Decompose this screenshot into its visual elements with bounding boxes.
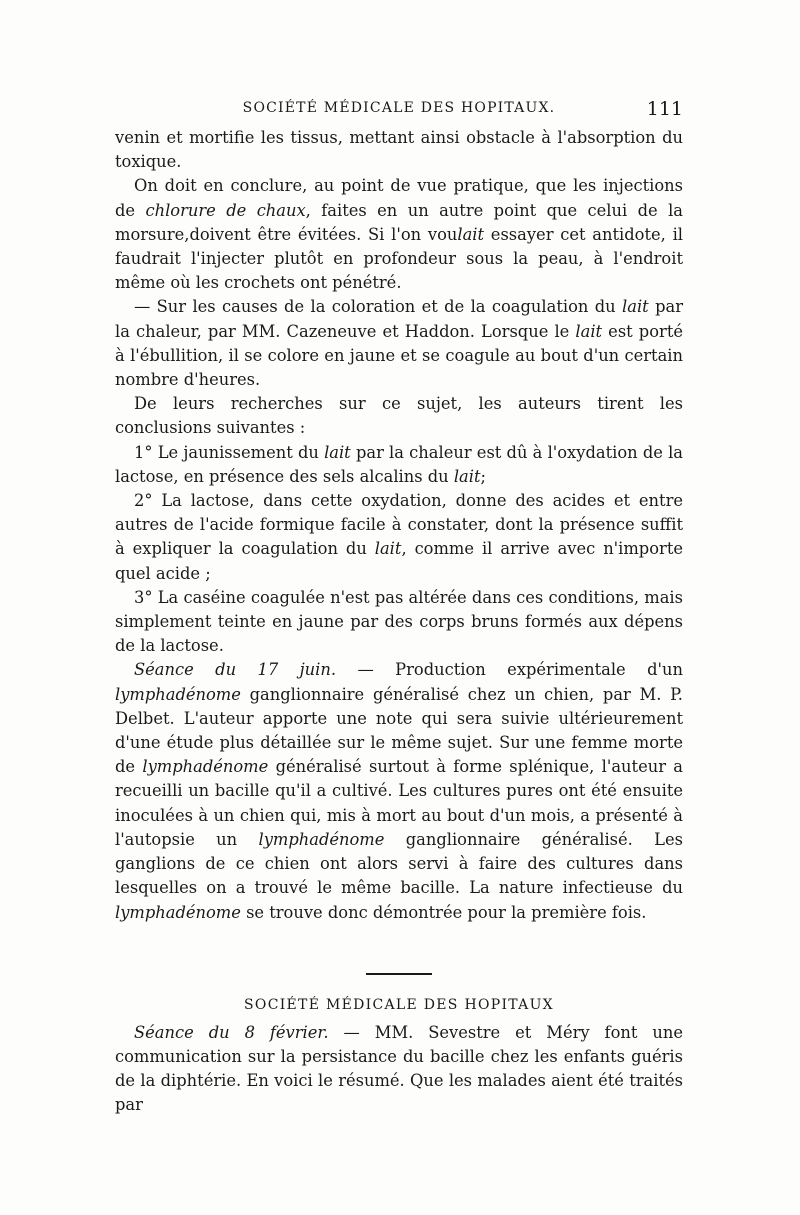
paragraph-milk-coloration: — Sur les causes de la coloration et de la coagulation du lait par la chaleur, par MM. Cazeneuve et Haddon. Lorsque le lait est porté à l'ébullition, il se colore en jaune et se coagule au bout d'un certain nombre d'heures. [115, 297, 683, 390]
section-divider [366, 973, 432, 975]
paragraph-conclusion: On doit en conclure, au point de vue pratique, que les injections de chlorure de chaux, faites en un autre point que celui de la morsure,doivent être évitées. Si l'on voulait essayer cet antidote, il faudrait l'injecter plutôt en profondeur sous la peau, à l'endroit même où les crochets ont pénétré. [115, 176, 683, 293]
paragraph-seance-8-fevrier: Séance du 8 février. — MM. Sevestre et Méry font une communication sur la persistance du bacille chez les enfants guéris de la diphtérie. En voici le résumé. Que les malades aient été traités par [115, 1022, 683, 1115]
running-head [115, 98, 683, 126]
section-heading: SOCIÉTÉ MÉDICALE DES HOPITAUX [244, 996, 554, 1013]
conclusion-item-3: 3° La caséine coagulée n'est pas altérée dans ces conditions, mais simplement teinte en jaune par des corps bruns formés aux dépens de la lactose. [115, 587, 683, 656]
paragraph-conclusions-intro: De leurs recherches sur ce sujet, les auteurs tirent les conclusions suivantes : [115, 394, 683, 438]
page-number: 111 [646, 98, 683, 120]
conclusion-item-1: 1° Le jaunissement du lait par la chaleur est dû à l'oxydation de la lactose, en présence des sels alcalins du lait; [115, 442, 683, 486]
conclusion-item-2: 2° La lactose, dans cette oxydation, donne des acides et entre autres de l'acide formique facile à constater, dont la présence suffit à expliquer la coagulation du lait, comme il arrive avec n'importe quel acide ; [115, 491, 683, 583]
page-body [115, 126, 683, 1118]
paragraph-seance-17-juin: Séance du 17 juin. — Production expérimentale d'un lymphadénome ganglionnaire généralisé chez un chien, par M. P. Delbet. L'auteur apporte une note qui sera suivie ultérieurement d'une étude plus détaillée sur le même sujet. Sur une femme morte de lymphadénome généralisé surtout à forme splénique, l'auteur a recueilli un bacille qu'il a cultivé. Les cultures pures ont été ensuite inoculées à un chien qui, mis à mort au bout d'un mois, a présenté à l'autopsie un lymphadénome ganglionnaire généralisé. Les ganglions de ce chien ont alors servi à faire des cultures dans lesquelles on a trouvé le même bacille. La nature infectieuse du lymphadénome se trouve donc démontrée pour la première fois. [115, 660, 683, 922]
paragraph-continuation: venin et mortifie les tissus, mettant ainsi obstacle à l'absorption du toxique. [115, 128, 683, 172]
running-title: SOCIÉTÉ MÉDICALE DES HOPITAUX. [242, 100, 556, 116]
